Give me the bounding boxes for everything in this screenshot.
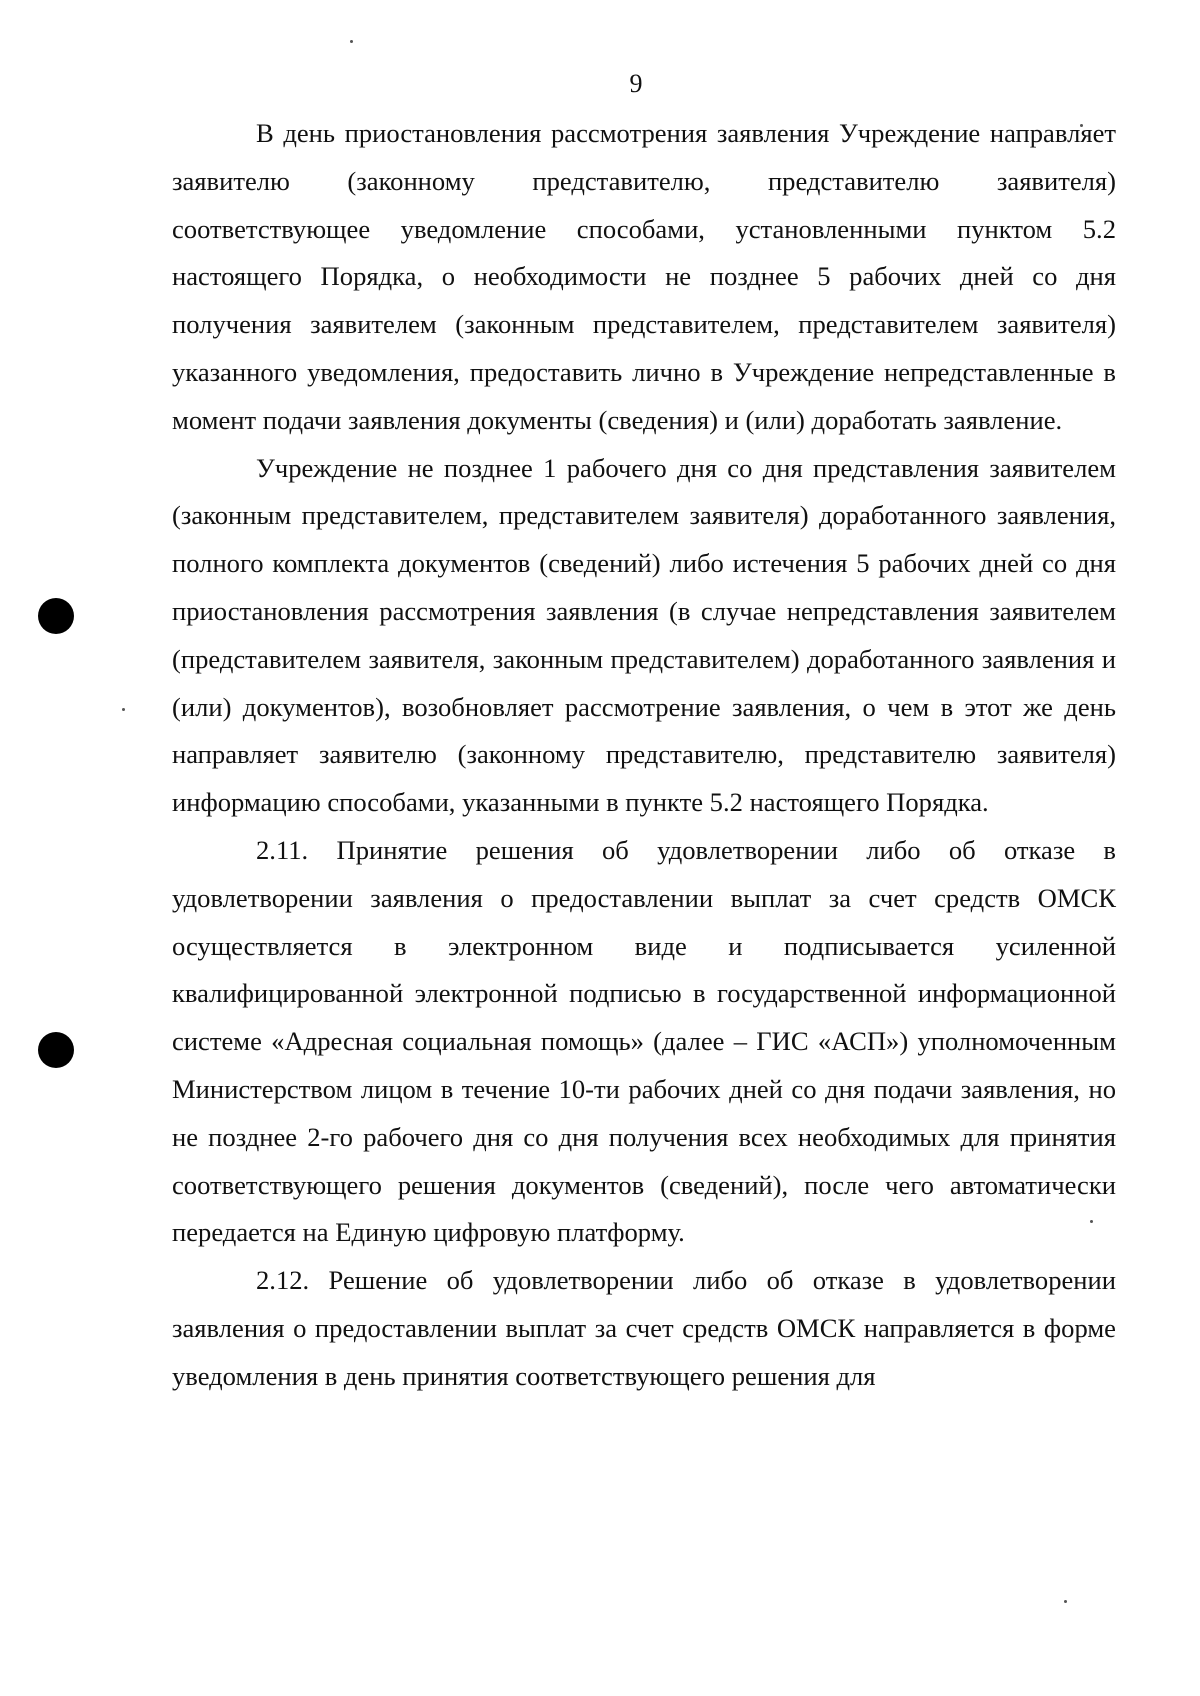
page-number: 9 [629, 69, 643, 98]
scan-speck [1064, 1600, 1067, 1603]
paragraph: 2.11. Принятие решения об удовлетворении либо об отказе в удовлетворении заявления о предоставлении выплат за счет средств ОМСК осуществляется в электронном виде и подписывается усиленной квалифицированной электронной подписью в государственной информационной системе «Адресная социальная помощь» (далее – ГИС «АСП») уполномоченным Министерством лицом в течение 10-ти рабочих дней со дня подачи заявления, но не позднее 2-го рабочего дня со дня получения всех необходимых для принятия соответствующего решения документов (сведений), после чего автоматически передается на Единую цифровую платформу. [172, 834, 1116, 1248]
document-body [172, 110, 1116, 1401]
punch-hole [38, 1032, 74, 1068]
paragraph: Учреждение не позднее 1 рабочего дня со дня представления заявителем (законным представителем, представителем заявителя) доработанного заявления, полного комплекта документов (сведений) либо истечения 5 рабочих дней со дня приостановления рассмотрения заявления (в случае непредставления заявителем (представителем заявителя, законным представителем) доработанного заявления и (или) документов), возобновляет рассмотрение заявления, о чем в этот же день направляет заявителю (законному представителю, представителю заявителя) информацию способами, указанными в пункте 5.2 настоящего Порядка. [172, 452, 1116, 818]
punch-hole [38, 598, 74, 634]
scan-speck [122, 708, 125, 711]
scan-speck [350, 40, 353, 43]
paragraph: В день приостановления рассмотрения заявления Учреждение направляет заявителю (законному представителю, представителю заявителя) соответствующее уведомление способами, установленными пунктом 5.2 настоящего Порядка, о необходимости не позднее 5 рабочих дней со дня получения заявителем (законным представителем, представителем заявителя) указанного уведомления, предоставить лично в Учреждение непредставленные в момент подачи заявления документы (сведения) и (или) доработать заявление. [172, 118, 1116, 435]
paragraph: 2.12. Решение об удовлетворении либо об отказе в удовлетворении заявления о предоставлении выплат за счет средств ОМСК направляется в форме уведомления в день принятия соответствующего решения для [172, 1265, 1116, 1391]
